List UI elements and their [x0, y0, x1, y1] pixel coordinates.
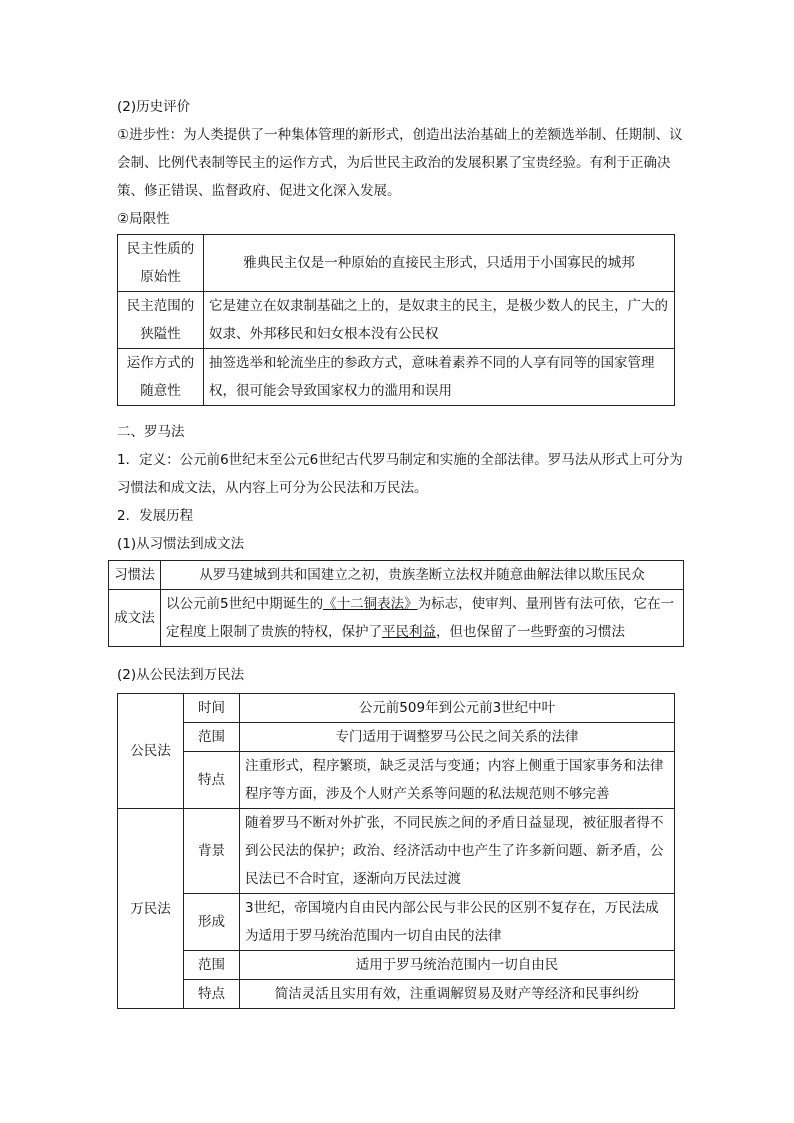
row-key: 特点 [184, 752, 240, 809]
table-row [118, 235, 675, 292]
row-key: 范围 [184, 951, 240, 980]
definition-paragraph: 1．定义：公元前6世纪末至公元6世纪古代罗马制定和实施的全部法律。罗马法从形式上可分为习惯法和成文法，从内容上可分为公民法和万民法。 [117, 452, 683, 496]
table-row [118, 980, 675, 1009]
table-row [118, 292, 675, 349]
section-heading-roman-law: 二、罗马法 [117, 424, 185, 440]
custom-written-law-table [108, 560, 684, 647]
row-key: 特点 [184, 980, 240, 1009]
written-law-text-part: 为标志，使审判、量刑皆有法可依，它在一定程度上限制了贵族的特权，保护了 [166, 596, 675, 640]
table-row [118, 349, 675, 406]
limit-label: 民主范围的狭隘性 [118, 292, 204, 349]
section-heading-historical-evaluation: (2)历史评价 [117, 99, 191, 115]
written-law-label: 成文法 [109, 590, 161, 647]
written-law-text-part: ，但也保留了一些野蛮的习惯法 [436, 624, 625, 640]
ius-gentium-label: 万民法 [118, 809, 184, 1009]
limit-text: 雅典民主仅是一种原始的直接民主形式，只适用于小国寡民的城邦 [204, 235, 675, 292]
limits-table [117, 234, 675, 406]
table-row [118, 723, 675, 752]
row-value: 3世纪，帝国境内自由民内部公民与非公民的区别不复存在，万民法成为适用于罗马统治范围内一切自由民的法律 [240, 894, 675, 951]
limit-text: 抽签选举和轮流坐庄的参政方式，意味着素养不同的人享有同等的国家管理权，很可能会导致国家权力的滥用和误用 [204, 349, 675, 406]
written-law-text [161, 590, 684, 647]
limit-label: 运作方式的随意性 [118, 349, 204, 406]
table-row [118, 752, 675, 809]
table-row [118, 951, 675, 980]
row-value: 公元前509年到公元前3世纪中叶 [240, 694, 675, 723]
development-heading: 2．发展历程 [117, 508, 194, 524]
limit-label: 民主性质的原始性 [118, 235, 204, 292]
progress-paragraph: ①进步性：为人类提供了一种集体管理的新形式，创造出法治基础上的差额选举制、任期制、议会制、比例代表制等民主的运作方式，为后世民主政治的发展积累了宝贵经验。有利于正确决策、修正错误、监督政府、促进文化深入发展。 [117, 127, 683, 199]
table-row [118, 694, 675, 723]
row-value: 适用于罗马统治范围内一切自由民 [240, 951, 675, 980]
subheading-custom-to-written: (1)从习惯法到成文法 [117, 536, 245, 552]
table-row [118, 894, 675, 951]
civil-law-label: 公民法 [118, 694, 184, 809]
row-key: 时间 [184, 694, 240, 723]
customary-law-label: 习惯法 [109, 561, 161, 590]
civil-gentium-law-table [117, 693, 675, 1009]
limit-text: 它是建立在奴隶制基础之上的，是奴隶主的民主，是极少数人的民主，广大的奴隶、外邦移民和妇女根本没有公民权 [204, 292, 675, 349]
row-value: 随着罗马不断对外扩张，不同民族之间的矛盾日益显现，被征服者得不到公民法的保护；政治、经济活动中也产生了许多新问题、新矛盾，公民法已不合时宜，逐渐向万民法过渡 [240, 809, 675, 894]
row-value: 注重形式，程序繁琐，缺乏灵活与变通；内容上侧重于国家事务和法律程序等方面，涉及个人财产关系等问题的私法规范则不够完善 [240, 752, 675, 809]
row-key: 背景 [184, 809, 240, 894]
row-value: 简洁灵活且实用有效，注重调解贸易及财产等经济和民事纠纷 [240, 980, 675, 1009]
written-law-text-part: 以公元前5世纪中期诞生的 [166, 596, 324, 612]
row-key: 形成 [184, 894, 240, 951]
row-key: 范围 [184, 723, 240, 752]
subheading-civil-to-gentium: (2)从公民法到万民法 [117, 667, 245, 683]
table-row [109, 590, 684, 647]
row-value: 专门适用于调整罗马公民之间关系的法律 [240, 723, 675, 752]
table-row [109, 561, 684, 590]
table-row [118, 809, 675, 894]
twelve-tables-title: 《十二铜表法》 [323, 596, 418, 612]
document-body [114, 93, 687, 1009]
customary-law-text: 从罗马建城到共和国建立之初，贵族垄断立法权并随意曲解法律以欺压民众 [161, 561, 684, 590]
plebeian-interest-underlined: 平民利益 [382, 624, 436, 640]
limits-heading: ②局限性 [117, 211, 170, 227]
